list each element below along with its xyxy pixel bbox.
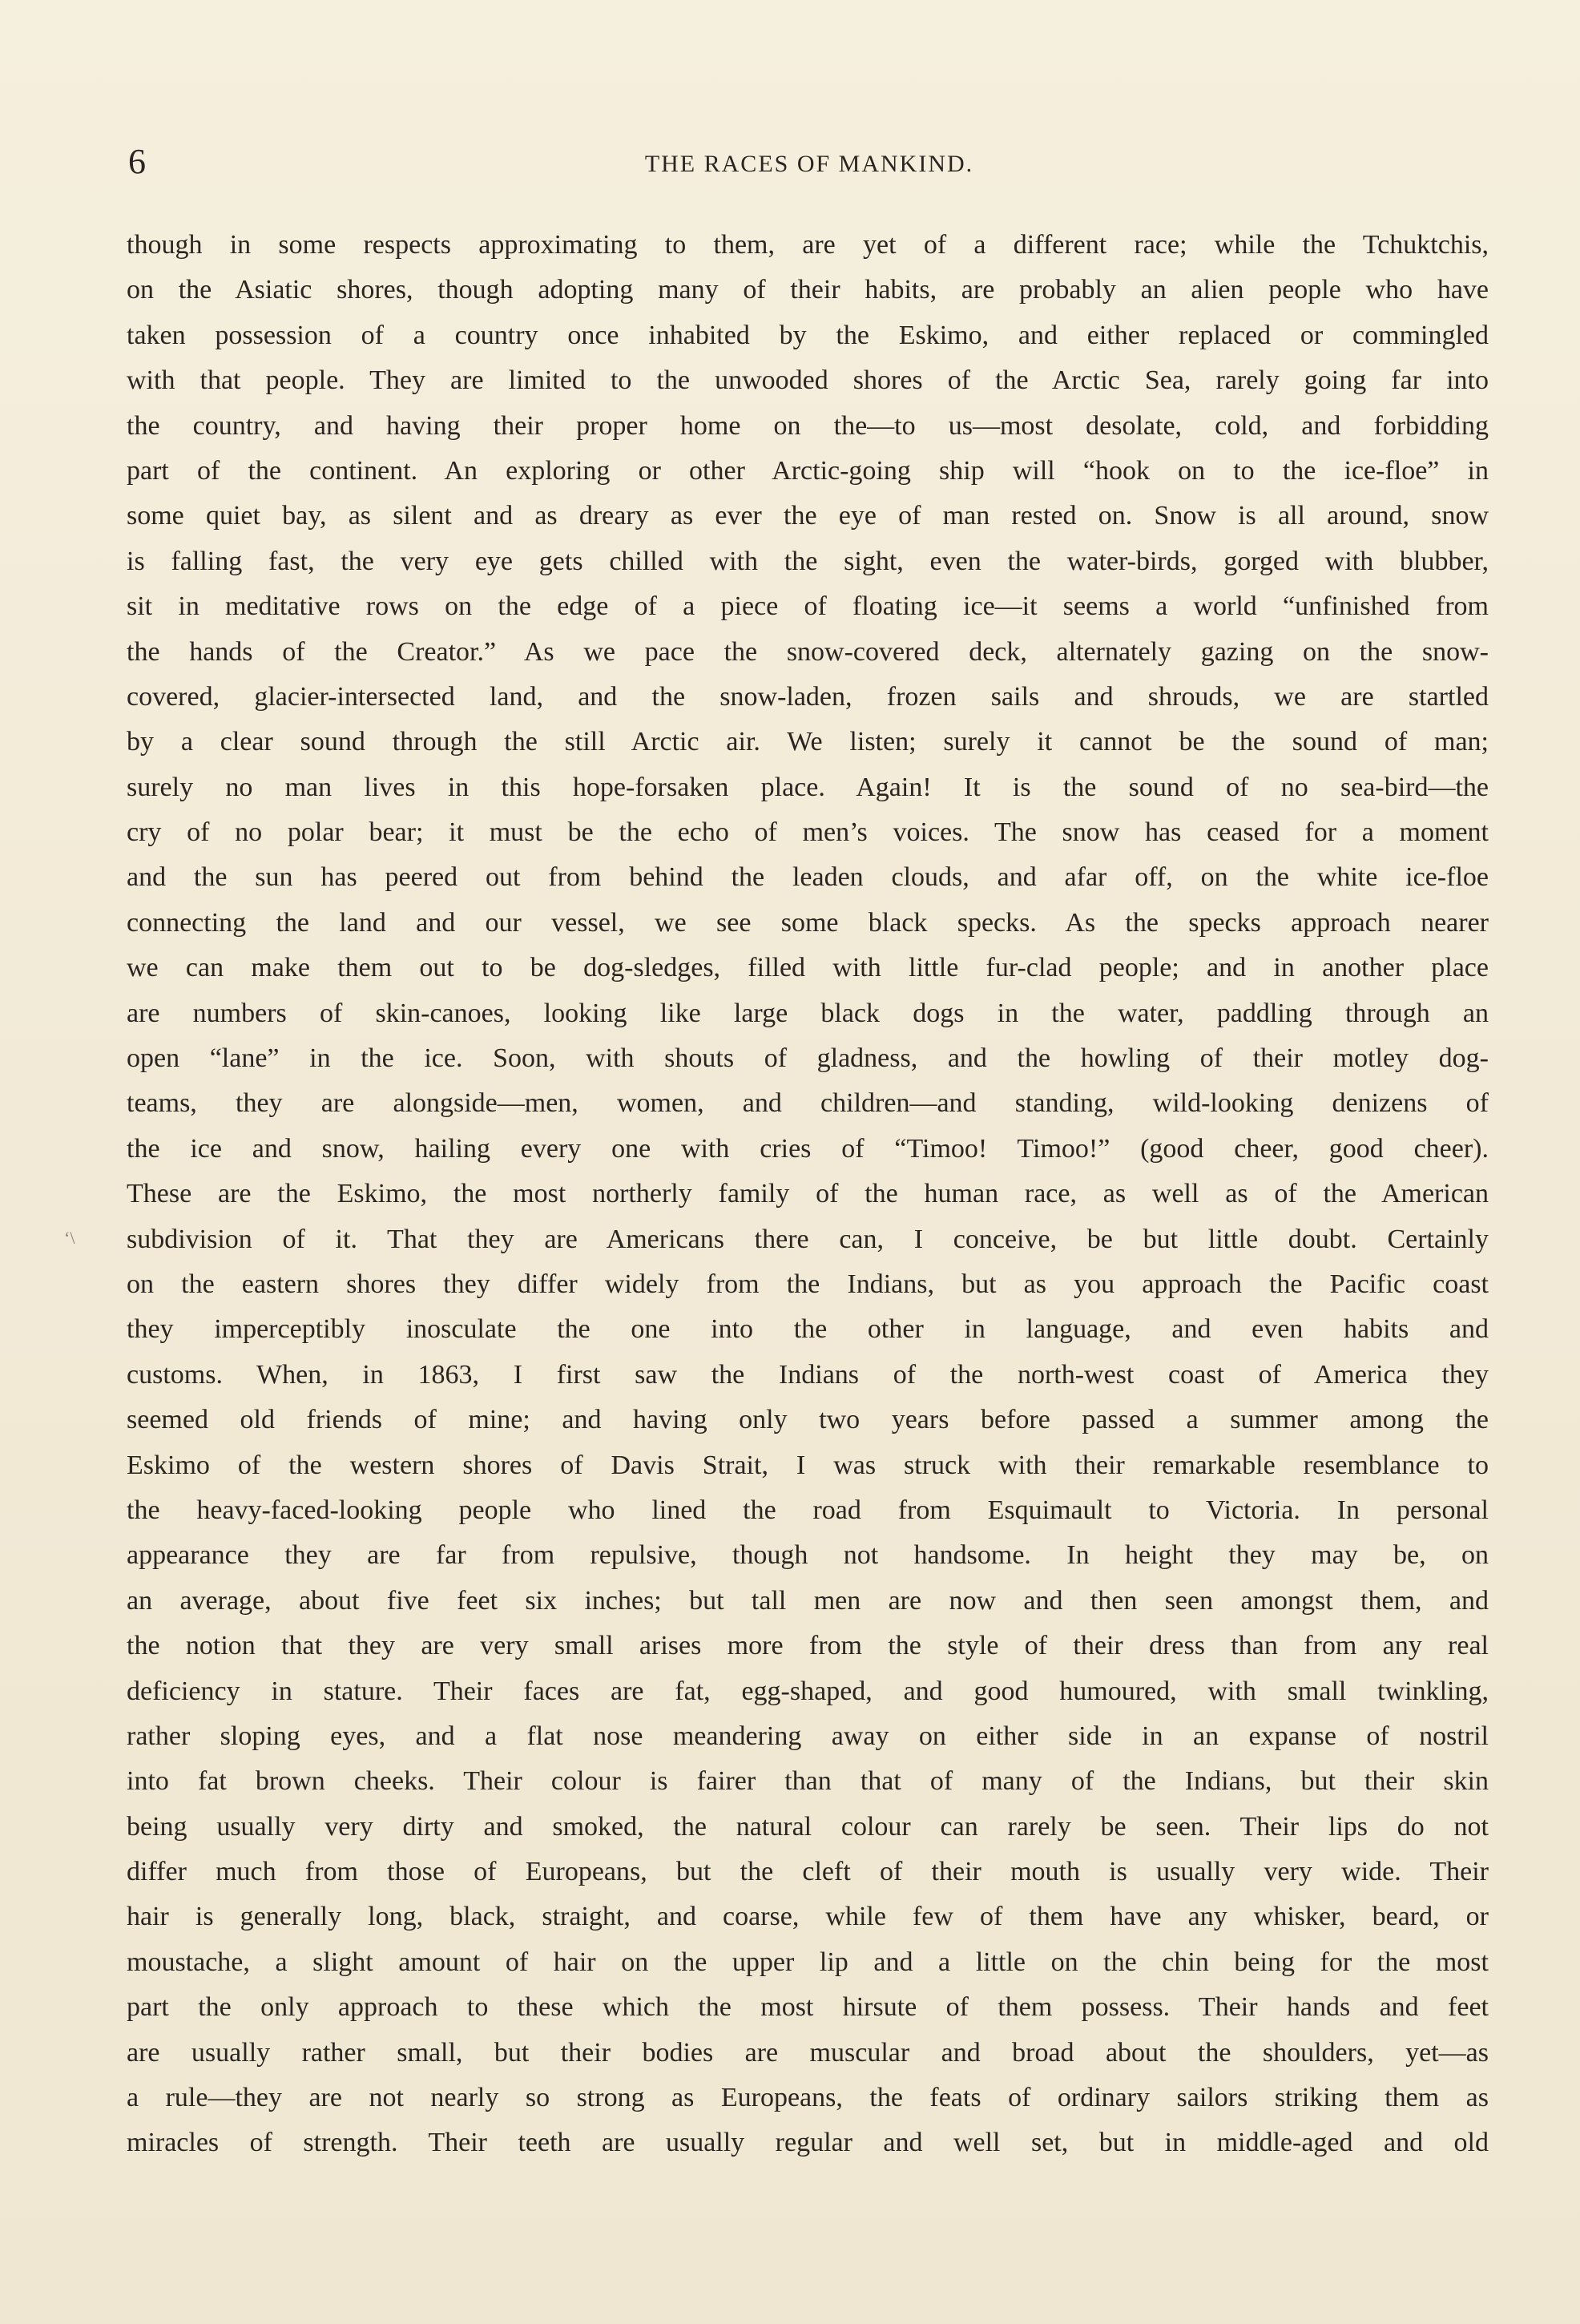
text-line: being usually very dirty and smoked, the natural colour can rarely be seen. Their lips do not [127,1811,1489,1842]
page-number: 6 [128,142,146,181]
text-line: into fat brown cheeks. Their colour is fairer than that of many of the Indians, but their skin [127,1766,1489,1797]
text-line: hair is generally long, black, straight, and coarse, while few of them have any whisker, beard, or [127,1902,1489,1932]
text-line: and the sun has peered out from behind the leaden clouds, and afar off, on the white ice-floe [127,862,1489,893]
running-head [128,144,1490,192]
text-line: a rule—they are not nearly so strong as Europeans, the feats of ordinary sailors striking them as [127,2083,1489,2113]
text-line: appearance they are far from repulsive, though not handsome. In height they may be, on [127,1540,1489,1571]
text-line: rather sloping eyes, and a flat nose meandering away on either side in an expanse of nostril [127,1721,1489,1751]
text-line: connecting the land and our vessel, we see some black specks. As the specks approach nearer [127,907,1489,938]
text-line: they imperceptibly inosculate the one into the other in language, and even habits and [127,1314,1489,1345]
text-line: the heavy-faced-looking people who lined the road from Esquimault to Victoria. In personal [127,1495,1489,1525]
text-line: miracles of strength. Their teeth are usually regular and well set, but in middle-aged and old [127,2128,1489,2158]
margin-mark: ʻ\ [64,1228,75,1248]
text-line: Eskimo of the western shores of Davis Strait, I was struck with their remarkable resemblance to [127,1450,1489,1480]
text-line: are usually rather small, but their bodies are muscular and broad about the shoulders, yet—as [127,2037,1489,2068]
text-line: are numbers of skin-canoes, looking like large black dogs in the water, paddling through an [127,998,1489,1028]
text-line: seemed old friends of mine; and having only two years before passed a summer among the [127,1405,1489,1435]
text-line: on the Asiatic shores, though adopting many of their habits, are probably an alien people who have [127,275,1489,305]
text-line: customs. When, in 1863, I first saw the Indians of the north-west coast of America they [127,1359,1489,1390]
text-line: we can make them out to be dog-sledges, filled with little fur-clad people; and in another place [127,953,1489,983]
text-line: the hands of the Creator.” As we pace the snow-covered deck, alternately gazing on the snow- [127,636,1489,667]
text-line: These are the Eskimo, the most northerly family of the human race, as well as of the American [127,1179,1489,1209]
text-line: subdivision of it. That they are Americans there can, I conceive, be but little doubt. Certainly [127,1224,1489,1254]
running-title: THE RACES OF MANKIND. [644,151,974,177]
text-line: covered, glacier-intersected land, and the snow-laden, frozen sails and shrouds, we are startled [127,681,1489,712]
text-line: some quiet bay, as silent and as dreary as ever the eye of man rested on. Snow is all around, snow [127,501,1489,531]
text-line: cry of no polar bear; it must be the echo of men’s voices. The snow has ceased for a moment [127,817,1489,848]
text-line: with that people. They are limited to the unwooded shores of the Arctic Sea, rarely going far into [127,365,1489,396]
text-line: taken possession of a country once inhabited by the Eskimo, and either replaced or commingled [127,320,1489,350]
text-line: sit in meditative rows on the edge of a piece of floating ice—it seems a world “unfinished from [127,591,1489,622]
text-line: moustache, a slight amount of hair on the upper lip and a little on the chin being for the most [127,1947,1489,1977]
text-line: on the eastern shores they differ widely from the Indians, but as you approach the Pacific coast [127,1269,1489,1299]
text-line: the notion that they are very small arises more from the style of their dress than from any real [127,1631,1489,1661]
text-line: an average, about five feet six inches; but tall men are now and then seen amongst them, and [127,1585,1489,1616]
text-line: the ice and snow, hailing every one with cries of “Timoo! Timoo!” (good cheer, good cheer). [127,1133,1489,1164]
body-text [127,223,1489,2166]
text-line: open “lane” in the ice. Soon, with shouts of gladness, and the howling of their motley dog- [127,1043,1489,1074]
text-line: teams, they are alongside—men, women, and children—and standing, wild-looking denizens of [127,1088,1489,1119]
text-line: part of the continent. An exploring or other Arctic-going ship will “hook on to the ice-floe” in [127,455,1489,486]
text-line: is falling fast, the very eye gets chilled with the sight, even the water-birds, gorged with blubber, [127,546,1489,576]
text-line: part the only approach to these which the most hirsute of them possess. Their hands and feet [127,1992,1489,2023]
text-line: deficiency in stature. Their faces are fat, egg-shaped, and good humoured, with small twinkling, [127,1676,1489,1706]
text-line: the country, and having their proper home on the—to us—most desolate, cold, and forbidding [127,410,1489,441]
text-line: surely no man lives in this hope-forsaken place. Again! It is the sound of no sea-bird—the [127,772,1489,802]
text-line: though in some respects approximating to them, are yet of a different race; while the Tchuktchis, [127,230,1489,260]
text-line: by a clear sound through the still Arctic air. We listen; surely it cannot be the sound of man; [127,727,1489,757]
text-line: differ much from those of Europeans, but the cleft of their mouth is usually very wide. Their [127,1857,1489,1887]
